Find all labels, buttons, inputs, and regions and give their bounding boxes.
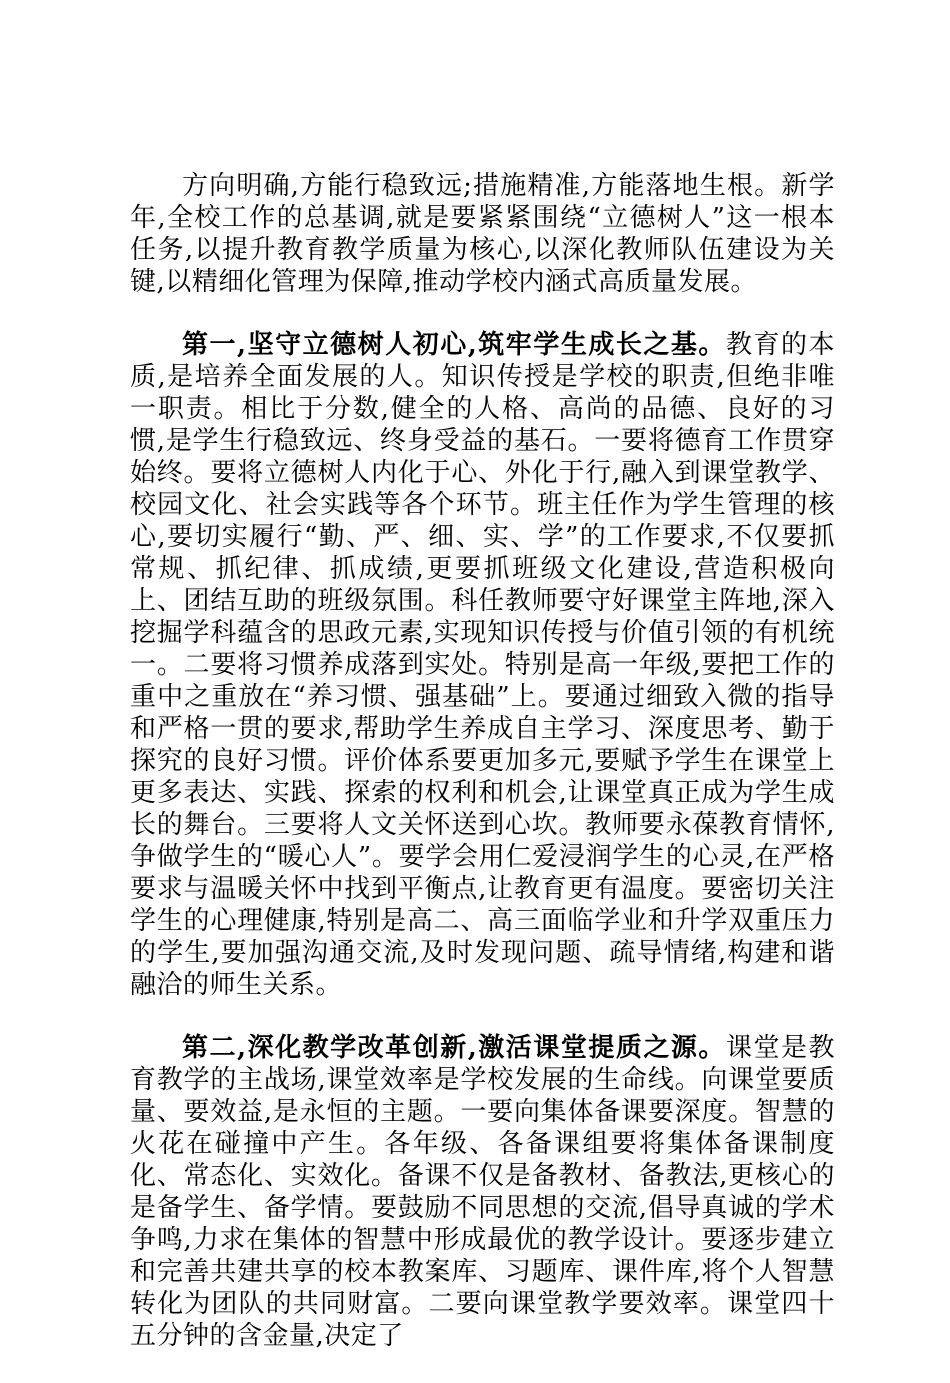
- paragraph-text: 课堂是教育教学的主战场,课堂效率是学校发展的生命线。向课堂要质量、要效益,是永恒的主题。一要向集体备课要深度。智慧的火花在碰撞中产生。各年级、各备课组要将集体备课制度化、常态化、实效化。备课不仅是备教材、备教法,更核心的是备学生、备学情。要鼓励不同思想的交流,倡导真诚的学术争鸣,力求在集体的智慧中形成最优的教学设计。要逐步建立和完善共建共享的校本教案库、习题库、课件库,将个人智慧转化为团队的共同财富。二要向课堂教学要效率。课堂四十五分钟的含金量,决定了: [130, 1033, 835, 1351]
- paragraph-section-2: [130, 1032, 835, 1352]
- paragraph-text: 教育的本质,是培养全面发展的人。知识传授是学校的职责,但绝非唯一职责。相比于分数,健全的人格、高尚的品德、良好的习惯,是学生行稳致远、终身受益的基石。一要将德育工作贯穿始终。要将立德树人内化于心、外化于行,融入到课堂教学、校园文化、社会实践等各个环节。班主任作为学生管理的核心,要切实履行“勤、严、细、实、学”的工作要求,不仅要抓常规、抓纪律、抓成绩,更要抓班级文化建设,营造积极向上、团结互助的班级氛围。科任教师要守好课堂主阵地,深入挖掘学科蕴含的思政元素,实现知识传授与价值引领的有机统一。二要将习惯养成落到实处。特别是高一年级,要把工作的重中之重放在“养习惯、强基础”上。要通过细致入微的指导和严格一贯的要求,帮助学生养成自主学习、深度思考、勤于探究的良好习惯。评价体系要更加多元,要赋予学生在课堂上更多表达、实践、探索的权利和机会,让课堂真正成为学生成长的舞台。三要将人文关怀送到心坎。教师要永葆教育情怀,争做学生的“暖心人”。要学会用仁爱浸润学生的心灵,在严格要求与温暖关怀中找到平衡点,让教育更有温度。要密切关注学生的心理健康,特别是高二、高三面临学业和升学双重压力的学生,要加强沟通交流,及时发现问题、疏导情绪,构建和谐融洽的师生关系。: [130, 330, 835, 1000]
- section-heading: 第一,坚守立德树人初心,筑牢学生成长之基。: [182, 330, 726, 360]
- section-heading: 第二,深化教学改革创新,激活课堂提质之源。: [182, 1033, 726, 1063]
- paragraph-intro: [130, 170, 835, 298]
- document-body: [130, 170, 835, 1383]
- paragraph-section-1: [130, 329, 835, 1001]
- paragraph-text: 方向明确,方能行稳致远;措施精准,方能落地生根。新学年,全校工作的总基调,就是要紧紧围绕“立德树人”这一根本任务,以提升教育教学质量为核心,以深化教师队伍建设为关键,以精细化管理为保障,推动学校内涵式高质量发展。: [130, 171, 835, 297]
